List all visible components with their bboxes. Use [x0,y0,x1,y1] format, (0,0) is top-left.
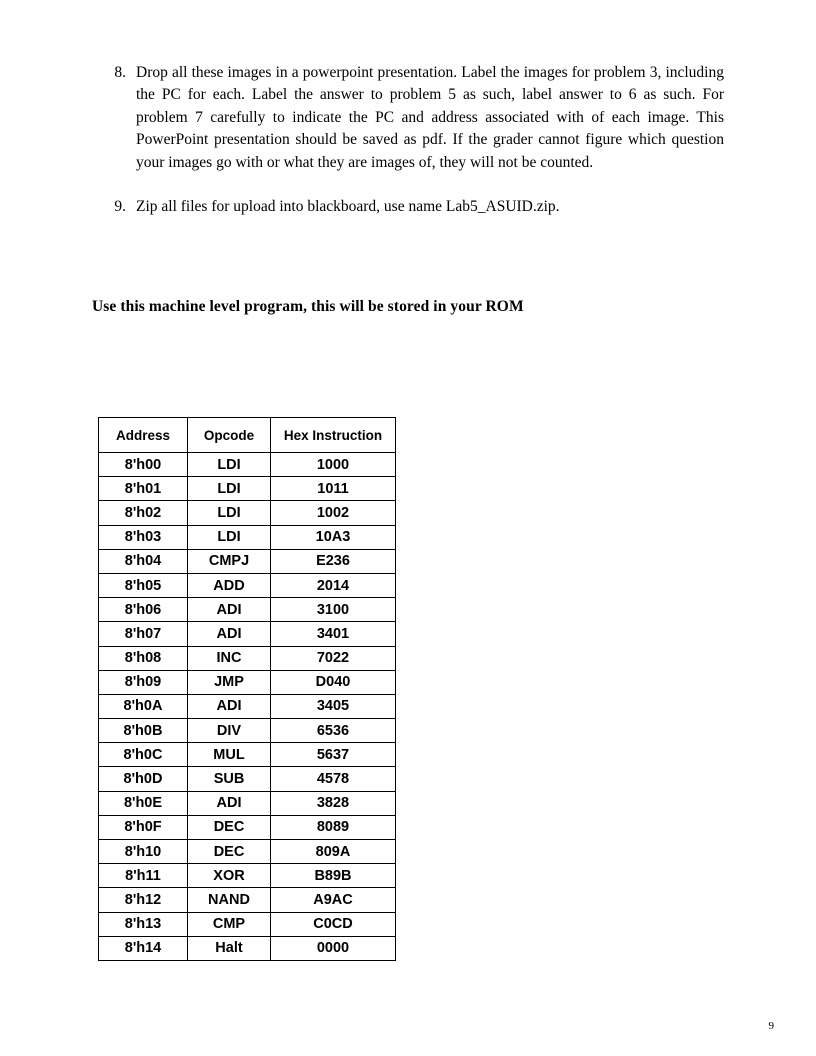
rom-program-table [98,417,396,961]
cell-address: 8'h09 [99,670,188,694]
table-row [99,791,396,815]
cell-address: 8'h0E [99,791,188,815]
cell-hex: 4578 [271,767,396,791]
column-header-address: Address [99,418,188,453]
cell-address: 8'h01 [99,477,188,501]
column-header-opcode: Opcode [188,418,271,453]
table-row [99,936,396,960]
table-row [99,912,396,936]
cell-address: 8'h02 [99,501,188,525]
cell-opcode: ADD [188,573,271,597]
cell-address: 8'h05 [99,573,188,597]
table-row [99,864,396,888]
cell-address: 8'h03 [99,525,188,549]
table-row [99,622,396,646]
cell-hex: B89B [271,864,396,888]
cell-hex: E236 [271,549,396,573]
cell-opcode: ADI [188,598,271,622]
cell-address: 8'h0A [99,694,188,718]
cell-opcode: ADI [188,791,271,815]
cell-hex: 0000 [271,936,396,960]
cell-hex: 7022 [271,646,396,670]
page-number: 9 [768,1020,774,1032]
cell-hex: D040 [271,670,396,694]
table-row [99,598,396,622]
list-item-number: 9. [114,198,126,216]
cell-opcode: LDI [188,453,271,477]
cell-hex: 1000 [271,453,396,477]
cell-address: 8'h04 [99,549,188,573]
table-row [99,743,396,767]
table-row [99,815,396,839]
cell-hex: 1011 [271,477,396,501]
cell-address: 8'h0B [99,719,188,743]
table-row [99,719,396,743]
cell-opcode: Halt [188,936,271,960]
list-item [110,196,724,218]
table-row [99,501,396,525]
cell-address: 8'h14 [99,936,188,960]
cell-opcode: LDI [188,477,271,501]
cell-opcode: ADI [188,694,271,718]
cell-opcode: XOR [188,864,271,888]
table-row [99,525,396,549]
cell-hex: 3100 [271,598,396,622]
cell-hex: 8089 [271,815,396,839]
cell-hex: 2014 [271,573,396,597]
cell-opcode: DIV [188,719,271,743]
cell-opcode: LDI [188,525,271,549]
cell-hex: 809A [271,840,396,864]
cell-address: 8'h08 [99,646,188,670]
table-row [99,477,396,501]
cell-address: 8'h12 [99,888,188,912]
cell-opcode: LDI [188,501,271,525]
cell-address: 8'h13 [99,912,188,936]
table-row [99,670,396,694]
table-row [99,646,396,670]
cell-hex: 3828 [271,791,396,815]
table-row [99,767,396,791]
cell-address: 8'h10 [99,840,188,864]
table-body [99,453,396,961]
list-item-text: Drop all these images in a powerpoint presentation. Label the images for problem 3, including the PC for each. Label the answer to problem 5 as such, label answer to 6 as such. For problem 7 carefully to indicate the PC and address associated with of each image. This PowerPoint presentation should be saved as pdf. If the grader cannot figure which question your images go with or what they are images of, they will not be counted. [136,64,724,171]
cell-opcode: DEC [188,840,271,864]
instruction-list [110,62,724,237]
cell-hex: 3405 [271,694,396,718]
cell-hex: 3401 [271,622,396,646]
cell-opcode: CMP [188,912,271,936]
list-item [110,62,724,174]
cell-address: 8'h07 [99,622,188,646]
cell-hex: C0CD [271,912,396,936]
cell-opcode: NAND [188,888,271,912]
cell-hex: 10A3 [271,525,396,549]
cell-address: 8'h0D [99,767,188,791]
table-header-row [99,418,396,453]
table-row [99,840,396,864]
table-row [99,694,396,718]
cell-opcode: CMPJ [188,549,271,573]
cell-hex: 5637 [271,743,396,767]
cell-address: 8'h00 [99,453,188,477]
cell-opcode: INC [188,646,271,670]
list-item-text: Zip all files for upload into blackboard, use name Lab5_ASUID.zip. [136,198,560,216]
table-row [99,549,396,573]
cell-address: 8'h11 [99,864,188,888]
cell-opcode: MUL [188,743,271,767]
cell-address: 8'h0C [99,743,188,767]
cell-hex: 6536 [271,719,396,743]
cell-hex: 1002 [271,501,396,525]
list-item-number: 8. [114,64,126,81]
column-header-hex-instruction: Hex Instruction [271,418,396,453]
cell-hex: A9AC [271,888,396,912]
cell-address: 8'h0F [99,815,188,839]
table-row [99,573,396,597]
rom-program-heading: Use this machine level program, this will be stored in your ROM [92,298,524,315]
table-row [99,453,396,477]
cell-opcode: SUB [188,767,271,791]
cell-opcode: ADI [188,622,271,646]
cell-address: 8'h06 [99,598,188,622]
cell-opcode: JMP [188,670,271,694]
cell-opcode: DEC [188,815,271,839]
table-row [99,888,396,912]
